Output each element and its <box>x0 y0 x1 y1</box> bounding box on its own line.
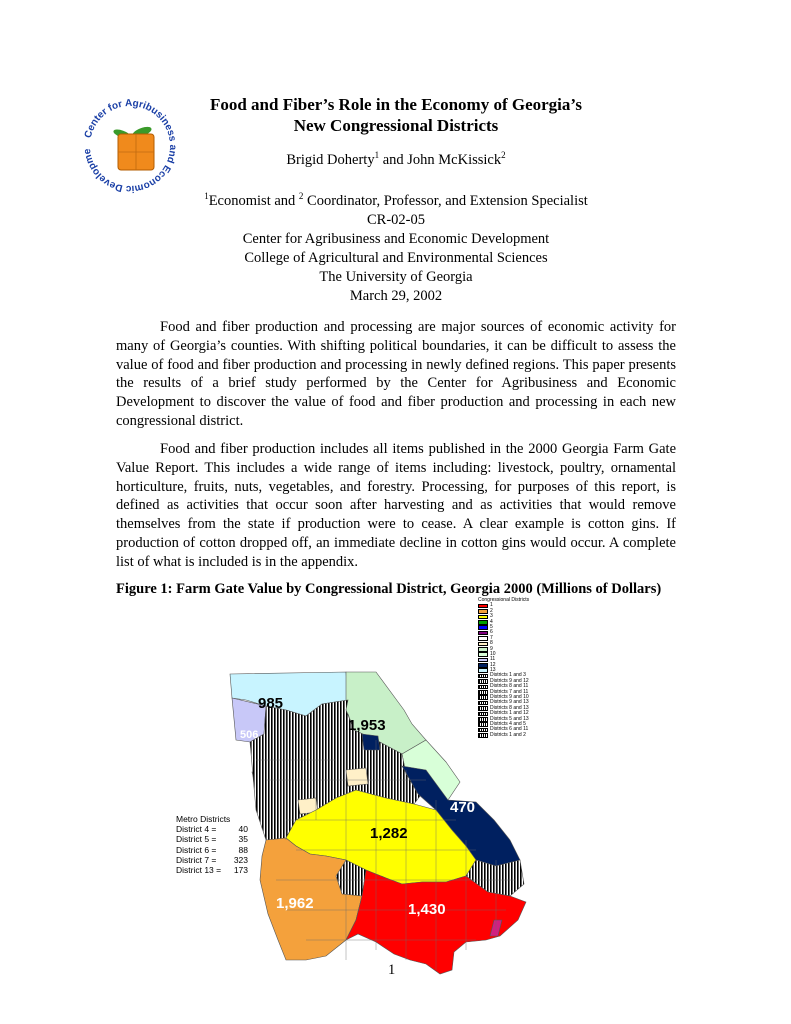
georgia-district-map <box>226 667 542 976</box>
legend-label: 8 <box>490 640 493 647</box>
author-and: and John McKissick <box>379 151 502 168</box>
legend-label: Districts 8 and 13 <box>490 704 529 711</box>
metro-label: District 6 = <box>176 844 217 855</box>
legend-label: Districts 5 and 13 <box>490 715 529 722</box>
map-label-470: 470 <box>450 799 476 816</box>
university-name: The University of Georgia <box>319 268 473 285</box>
legend-label: Districts 1 and 2 <box>490 731 526 738</box>
metro-value: 35 <box>238 834 248 845</box>
legend-swatch <box>478 663 488 668</box>
map-label-1430: 1,430 <box>408 901 446 918</box>
metro-value: 173 <box>233 865 248 876</box>
legend-swatch <box>478 647 488 652</box>
metro-title: Metro Districts <box>176 814 231 824</box>
metro-value: 323 <box>233 854 248 865</box>
author-1: Brigid Doherty <box>286 151 375 168</box>
legend-label: 13 <box>490 667 496 674</box>
metro-value: 40 <box>238 824 248 835</box>
figure-title: Figure 1: Farm Gate Value by Congressional District, Georgia 2000 (Millions of Dollars) <box>116 581 662 597</box>
metro-label: District 4 = <box>176 824 217 835</box>
affiliation-block <box>150 187 642 306</box>
legend-label: Districts 1 and 12 <box>490 710 529 717</box>
legend-label: 10 <box>490 650 496 657</box>
page-number: 1 <box>388 962 396 978</box>
legend-label: Districts 9 and 12 <box>490 677 529 684</box>
map-label-985: 985 <box>258 695 284 712</box>
metro-label: District 5 = <box>176 834 217 845</box>
legend-label: 7 <box>490 634 493 641</box>
legend-label: Districts 1 and 3 <box>490 672 526 679</box>
legend-swatch <box>478 636 488 641</box>
map-label-1953: 1,953 <box>348 717 386 734</box>
legend-swatch <box>478 609 488 614</box>
legend-label: 9 <box>490 645 493 652</box>
title-line-1: Food and Fiber’s Role in the Economy of Georgia’s <box>209 95 583 114</box>
map-label-1282: 1,282 <box>370 825 408 842</box>
metro-row <box>176 855 248 865</box>
metro-row <box>176 865 248 875</box>
legend-label: 12 <box>490 661 496 668</box>
legend-label: Districts 9 and 13 <box>490 699 529 706</box>
map-label-506: 506 <box>240 729 259 741</box>
metro-label: District 13 = <box>176 865 222 876</box>
legend-swatch <box>478 658 488 663</box>
legend-label: Districts 4 and 5 <box>490 721 526 727</box>
affil-sup-2: 2 <box>298 191 304 201</box>
legend-swatch <box>478 631 488 636</box>
legend-label: 1 <box>490 602 493 609</box>
metro-label: District 7 = <box>176 854 217 865</box>
legend-label: 3 <box>490 613 493 620</box>
legend-swatch <box>478 620 488 625</box>
paragraph-1: Food and fiber production and processing are major sources of economic activity for many of Georgia’s counties. With shifting political boundaries, it can be difficult to assess the value of food and fiber production and processing in newly defined regions. This paper presents the results of a brief study performed by the Center for Agribusiness and Economic Development to discover the value of food and fiber production and processing in each new congressional district. <box>116 319 676 429</box>
legend-swatch <box>478 652 488 657</box>
affil-part-2: Coordinator, Professor, and Extension Specialist <box>303 192 588 209</box>
metro-row <box>176 824 248 834</box>
legend-label: Districts 6 and 11 <box>490 726 529 733</box>
legend-label: 5 <box>490 623 493 630</box>
affil-part-1: Economist and <box>208 192 299 209</box>
author-1-sup: 1 <box>374 150 380 160</box>
author-2-sup: 2 <box>501 150 506 160</box>
legend-label: Districts 8 and 11 <box>490 683 529 690</box>
metro-value: 88 <box>238 844 248 855</box>
metro-row <box>176 834 248 844</box>
legend-label: Districts 7 and 11 <box>490 688 529 695</box>
report-number: CR-02-05 <box>367 211 425 228</box>
title-line-2: New Congressional Districts <box>293 116 499 135</box>
metro-districts <box>176 814 248 875</box>
map-label-1962: 1,962 <box>276 895 314 912</box>
legend-label: 4 <box>490 618 493 625</box>
document-title <box>150 94 642 136</box>
legend-swatch <box>478 604 488 609</box>
affiliation-line <box>150 187 642 211</box>
legend-swatch <box>478 625 488 630</box>
college-name: College of Agricultural and Environmental Sciences <box>244 249 548 266</box>
paragraph-2: Food and fiber production includes all items published in the 2000 Georgia Farm Gate Value Report. This includes a wide range of items including: livestock, poultry, ornamental horticulture, fruits, nuts, vegetables, and forestry. Processing, for purposes of this report, is defined as activities that occur soon after harvesting and as activities that would remove themselves from the state if production were to cease. A clear example is cotton gins. If production of cotton dropped off, an immediate decline in cotton gins would occur. A complete list of what is included is in the appendix. <box>116 441 676 570</box>
legend-label: 11 <box>490 656 496 663</box>
legend-title: Congressional Districts <box>478 597 530 603</box>
authors <box>150 150 642 169</box>
center-name: Center for Agribusiness and Economic Development <box>242 230 550 247</box>
legend-label: Districts 9 and 10 <box>490 694 529 701</box>
legend-swatch <box>478 642 488 647</box>
report-date: March 29, 2002 <box>349 287 443 304</box>
affil-sup-1: 1 <box>204 191 209 201</box>
legend-swatch <box>478 615 488 620</box>
legend-label: 2 <box>490 607 493 614</box>
legend-label: 6 <box>490 629 493 636</box>
metro-row <box>176 845 248 855</box>
logo-ring-text: Center for Agribusiness and Economic Developme <box>82 97 179 195</box>
